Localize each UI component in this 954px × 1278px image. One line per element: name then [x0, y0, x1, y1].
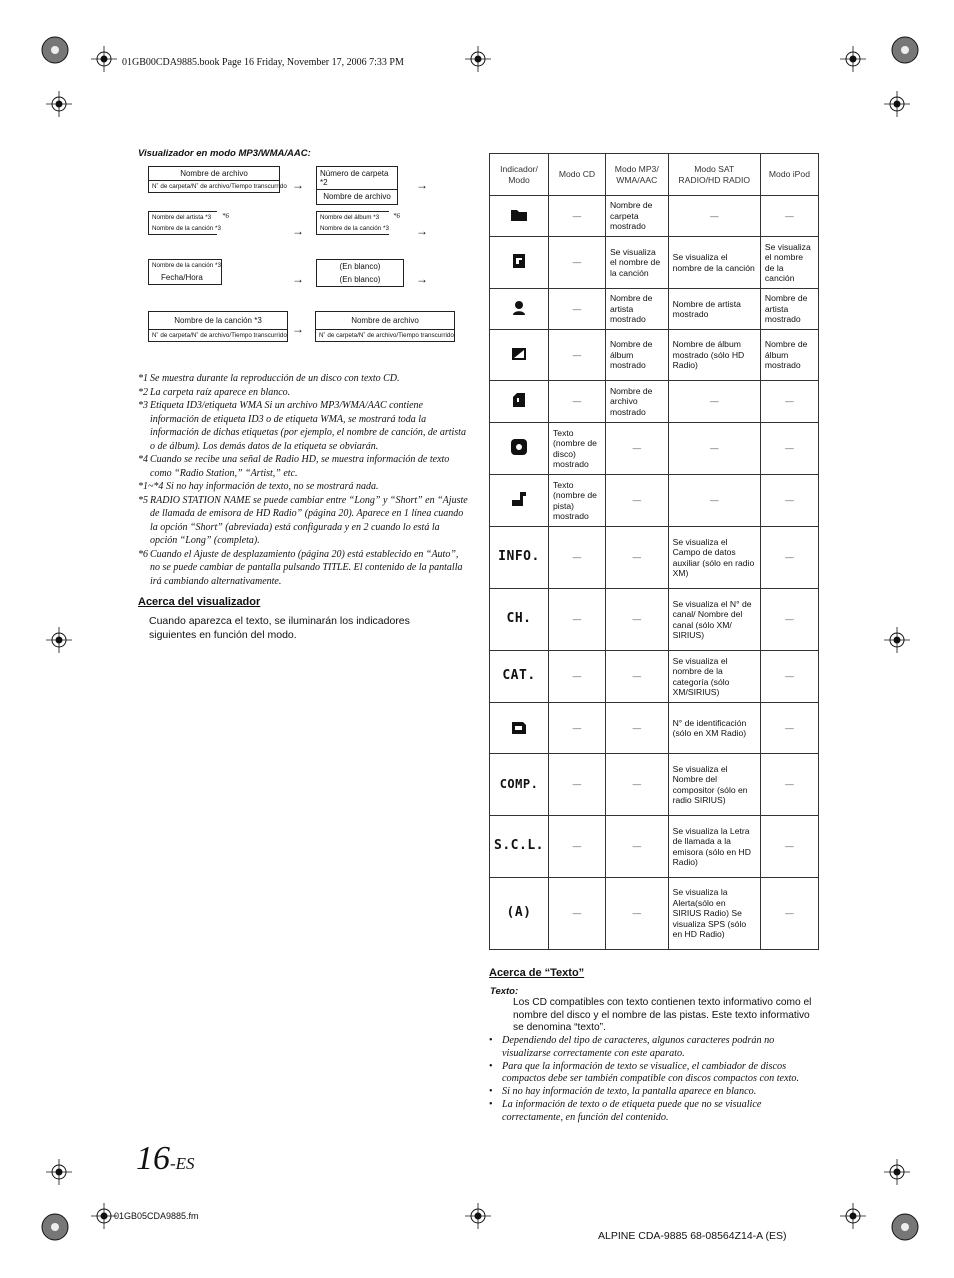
display-box — [315, 311, 455, 342]
table-row — [490, 754, 819, 816]
display-line: Nombre de la canción *3 — [320, 225, 389, 233]
footnote-mark: *1 — [138, 373, 148, 384]
table-cell: — — [605, 878, 668, 950]
table-header: Modo MP3/ WMA/AAC — [605, 154, 668, 196]
section-heading: Acerca de “Texto” — [489, 967, 585, 979]
table-cell: — — [760, 475, 818, 527]
arrow: → — [416, 178, 428, 192]
display-line: Nombre del artista *3 — [152, 214, 212, 221]
table-header-row — [490, 154, 819, 196]
indicator-label: CH. — [506, 611, 532, 627]
arrow: → — [292, 322, 304, 336]
footnote-mark: *4 — [138, 454, 148, 465]
indicator-label: COMP. — [499, 776, 539, 791]
track-icon — [490, 475, 549, 527]
table-cell: Texto (nombre de disco) mostrado — [549, 423, 606, 475]
footnote-mark: *2 — [138, 386, 148, 398]
table-cell: — — [760, 589, 818, 651]
indicator-label: S.C.L. — [494, 838, 544, 854]
footnote-text: La carpeta raíz aparece en blanco. — [150, 386, 291, 398]
list-item: • Si no hay información de texto, la pantalla aparece en blanco. — [489, 1086, 757, 1098]
display-line: Nombre de la canción *3 — [152, 262, 221, 269]
table-row — [490, 589, 819, 651]
bullet-text: Dependiendo del tipo de caracteres, algunos caracteres podrán no visualizarse correctamente con este aparato. — [502, 1035, 775, 1059]
footnote — [138, 453, 468, 480]
bullet-text: La información de texto o de etiqueta puede que no se visualice correctamente, en función del contenido. — [502, 1098, 762, 1123]
table-cell: Se visualiza el nombre de la categoría (sólo XM/SIRIUS) — [668, 651, 760, 703]
bullet-text: Si no hay información de texto, la pantalla aparece en blanco. — [502, 1086, 757, 1098]
footnote — [138, 480, 468, 494]
table-row — [490, 196, 819, 237]
table-row — [490, 289, 819, 330]
artist-icon — [490, 289, 549, 330]
table-cell: — — [549, 703, 606, 754]
table-cell: Texto (nombre de pista) mostrado — [549, 475, 606, 527]
footnote-mark: *3 — [138, 400, 148, 411]
bullet-list — [489, 1035, 819, 1125]
display-line: N˚ de carpeta/N˚ de archivo/Tiempo transcurrido — [149, 329, 287, 341]
table-cell: Se visualiza la Letra de llamada a la emisora (sólo en HD Radio) — [668, 816, 760, 878]
table-cell: — — [760, 527, 818, 589]
display-line: Nombre de archivo — [180, 169, 248, 178]
footnote — [138, 548, 468, 589]
arrow: → — [416, 224, 428, 238]
table-row — [490, 423, 819, 475]
display-line: (En blanco) — [339, 275, 381, 285]
footnote-mark: *6 — [393, 212, 400, 220]
list-item: • La información de texto o de etiqueta puede que no se visualice correctamente, en función del contenido. — [489, 1099, 819, 1125]
table-cell: — — [605, 651, 668, 703]
display-line: Nombre de la canción *3 — [152, 225, 221, 233]
table-cell: — — [605, 754, 668, 816]
indicator-label: INFO. — [498, 549, 540, 565]
list-item: • Para que la información de texto se visualice, el cambiador de discos compactos debe ser también compatible con discos compactos con texto. — [489, 1061, 819, 1087]
table-cell: Se visualiza el nombre de la canción — [605, 237, 668, 289]
alert-icon — [490, 878, 549, 950]
channel-icon — [490, 589, 549, 651]
table-cell: — — [549, 237, 606, 289]
table-cell: — — [549, 196, 606, 237]
table-cell: Nombre de álbum mostrado — [760, 330, 818, 381]
table-cell: — — [760, 381, 818, 423]
table-cell: Se visualiza la Alerta(sólo en SIRIUS Radio) Se visualiza SPS (sólo en HD Radio) — [668, 878, 760, 950]
table-cell: — — [549, 330, 606, 381]
indicator-label: CAT. — [502, 668, 536, 684]
display-box — [316, 166, 398, 205]
table-cell: — — [549, 527, 606, 589]
footer-file: 01GB05CDA9885.fm — [114, 1211, 199, 1221]
footnote — [138, 386, 468, 400]
display-line: Fecha/Hora — [161, 273, 203, 283]
display-line: N˚ de carpeta/N˚ de archivo/Tiempo transcurrido — [316, 329, 454, 341]
arrow: → — [416, 272, 428, 286]
arrow: → — [292, 178, 304, 192]
page-number-value: 16 — [136, 1140, 170, 1177]
footnote-text: Etiqueta ID3/etiqueta WMA Si un archivo MP3/WMA/AAC contiene información de etiqueta ID3 o de etiqueta WMA, se mostrará toda la información de dichas etiquetas (por ejemplo, el nombre de canción, de artista o de álbum). Los demás datos de la etiqueta se obviarán. — [150, 400, 466, 452]
table-cell: Nombre de álbum mostrado — [605, 330, 668, 381]
table-cell: — — [549, 878, 606, 950]
footnote-text: Cuando se recibe una señal de Radio HD, se muestra información de texto como “Radio Station,” “Artist,” etc. — [150, 454, 450, 479]
display-line: (En blanco) — [339, 262, 381, 271]
display-box — [148, 311, 288, 342]
table-cell: — — [760, 878, 818, 950]
footnote-text: Si no hay información de texto, no se mostrará nada. — [166, 481, 379, 492]
album-icon — [490, 330, 549, 381]
table-cell: Nombre de álbum mostrado (sólo HD Radio) — [668, 330, 760, 381]
footnote — [138, 372, 468, 386]
table-cell: Se visualiza el nombre de la canción — [668, 237, 760, 289]
table-header: Modo CD — [549, 154, 606, 196]
table-cell: Se visualiza el Nombre del compositor (sólo en radio SIRIUS) — [668, 754, 760, 816]
table-row — [490, 703, 819, 754]
table-row — [490, 878, 819, 950]
table-cell: Nombre de artista mostrado — [605, 289, 668, 330]
file-icon — [490, 381, 549, 423]
table-cell: — — [760, 196, 818, 237]
table-cell: — — [760, 651, 818, 703]
table-header: Modo iPod — [760, 154, 818, 196]
table-cell: — — [760, 703, 818, 754]
display-box — [316, 211, 389, 235]
footnote — [138, 399, 468, 453]
footnote-mark: *6 — [138, 548, 148, 560]
page-suffix: -ES — [170, 1154, 195, 1173]
table-cell: — — [549, 754, 606, 816]
table-cell: — — [668, 475, 760, 527]
diagram-title: Visualizador en modo MP3/WMA/AAC: — [138, 148, 311, 159]
footnote-text: Se muestra durante la reproducción de un disco con texto CD. — [150, 373, 400, 384]
composer-icon — [490, 754, 549, 816]
section-body: Los CD compatibles con texto contienen texto informativo como el nombre del disco y el nombre de las pistas. Este texto informativo se denomina “texto”. — [513, 997, 812, 1033]
table-cell: Nombre de artista mostrado — [760, 289, 818, 330]
table-cell: Se visualiza el nombre de la canción — [760, 237, 818, 289]
disc-icon — [490, 423, 549, 475]
display-line: N˚ de carpeta/N˚ de archivo/Tiempo transcurrido — [149, 180, 279, 192]
display-box — [148, 259, 222, 285]
section-body: Cuando aparezca el texto, se iluminarán los indicadores siguientes en función del modo. — [149, 615, 410, 641]
table-cell: — — [760, 754, 818, 816]
table-row — [490, 381, 819, 423]
table-cell: — — [605, 527, 668, 589]
info-icon — [490, 527, 549, 589]
arrow: → — [292, 272, 304, 286]
arrow: → — [292, 224, 304, 238]
footer-model: ALPINE CDA-9885 68-08564Z14-A (ES) — [598, 1230, 787, 1242]
category-icon — [490, 651, 549, 703]
table-cell: Nombre de archivo mostrado — [605, 381, 668, 423]
table-row — [490, 527, 819, 589]
bullet-text: Para que la información de texto se visualice, el cambiador de discos compactos debe ser también compatible con discos compactos con texto. — [502, 1060, 800, 1085]
footnote-mark: *5 — [138, 494, 148, 506]
section-heading: Acerca del visualizador — [138, 596, 261, 608]
table-row — [490, 475, 819, 527]
scl-icon — [490, 816, 549, 878]
list-item: • Dependiendo del tipo de caracteres, algunos caracteres podrán no visualizarse correctamente con este aparato. — [489, 1035, 819, 1061]
id-icon — [490, 703, 549, 754]
display-line: Nombre de archivo — [317, 189, 397, 203]
table-cell: N° de identificación (sólo en XM Radio) — [668, 703, 760, 754]
table-row — [490, 816, 819, 878]
table-cell: — — [549, 289, 606, 330]
table-cell: — — [760, 816, 818, 878]
music-note-icon — [490, 237, 549, 289]
display-line: Número de carpeta *2 — [320, 169, 389, 188]
table-cell: — — [668, 196, 760, 237]
table-cell: — — [668, 423, 760, 475]
table-cell: — — [605, 423, 668, 475]
footnote-mark: *1~*4 — [138, 481, 164, 492]
subheading: Texto: — [490, 986, 519, 997]
indicator-table — [489, 153, 819, 950]
table-row — [490, 651, 819, 703]
table-cell: — — [605, 703, 668, 754]
display-box — [148, 166, 287, 193]
table-row — [490, 330, 819, 381]
table-cell: — — [549, 651, 606, 703]
display-line: Nombre de la canción *3 — [174, 316, 262, 325]
folder-icon — [490, 196, 549, 237]
table-cell: Se visualiza el Campo de datos auxiliar (sólo en radio XM) — [668, 527, 760, 589]
table-cell: — — [549, 816, 606, 878]
table-cell: — — [760, 423, 818, 475]
footnotes — [138, 372, 468, 588]
footnote-mark: *6 — [222, 212, 229, 220]
page-number — [136, 1140, 195, 1178]
table-cell: Nombre de carpeta mostrado — [605, 196, 668, 237]
table-cell: — — [549, 381, 606, 423]
table-cell: Se visualiza el N° de canal/ Nombre del canal (sólo XM/ SIRIUS) — [668, 589, 760, 651]
table-cell: — — [605, 475, 668, 527]
table-header: Indicador/ Modo — [490, 154, 549, 196]
indicator-label: (A) — [506, 905, 532, 921]
footnote-text: Cuando el Ajuste de desplazamiento (página 20) está establecido en “Auto”, no se puede cambiar de pantalla pulsando TITLE. El contenido de la pantalla irá cambiando alternativamente. — [150, 548, 463, 587]
table-cell: — — [605, 589, 668, 651]
table-cell: Nombre de artista mostrado — [668, 289, 760, 330]
display-box — [316, 259, 404, 287]
display-line: Nombre del álbum *3 — [320, 214, 380, 221]
table-cell: — — [605, 816, 668, 878]
footnote — [138, 494, 468, 548]
table-header: Modo SAT RADIO/HD RADIO — [668, 154, 760, 196]
display-box — [148, 211, 221, 235]
file-header: 01GB00CDA9885.book Page 16 Friday, November 17, 2006 7:33 PM — [122, 57, 404, 68]
footnote-text: RADIO STATION NAME se puede cambiar entre “Long” y “Short” en “Ajuste de llamada de emisora de HD Radio” (página 20). Aparece en 1 línea cuando la opción “Short” (abreviada) está configurada y en 2 cuando lo está la opción “Long” (completa). — [150, 494, 468, 546]
table-cell: — — [668, 381, 760, 423]
display-line: Nombre de archivo — [351, 316, 419, 325]
table-cell: — — [549, 589, 606, 651]
table-row — [490, 237, 819, 289]
